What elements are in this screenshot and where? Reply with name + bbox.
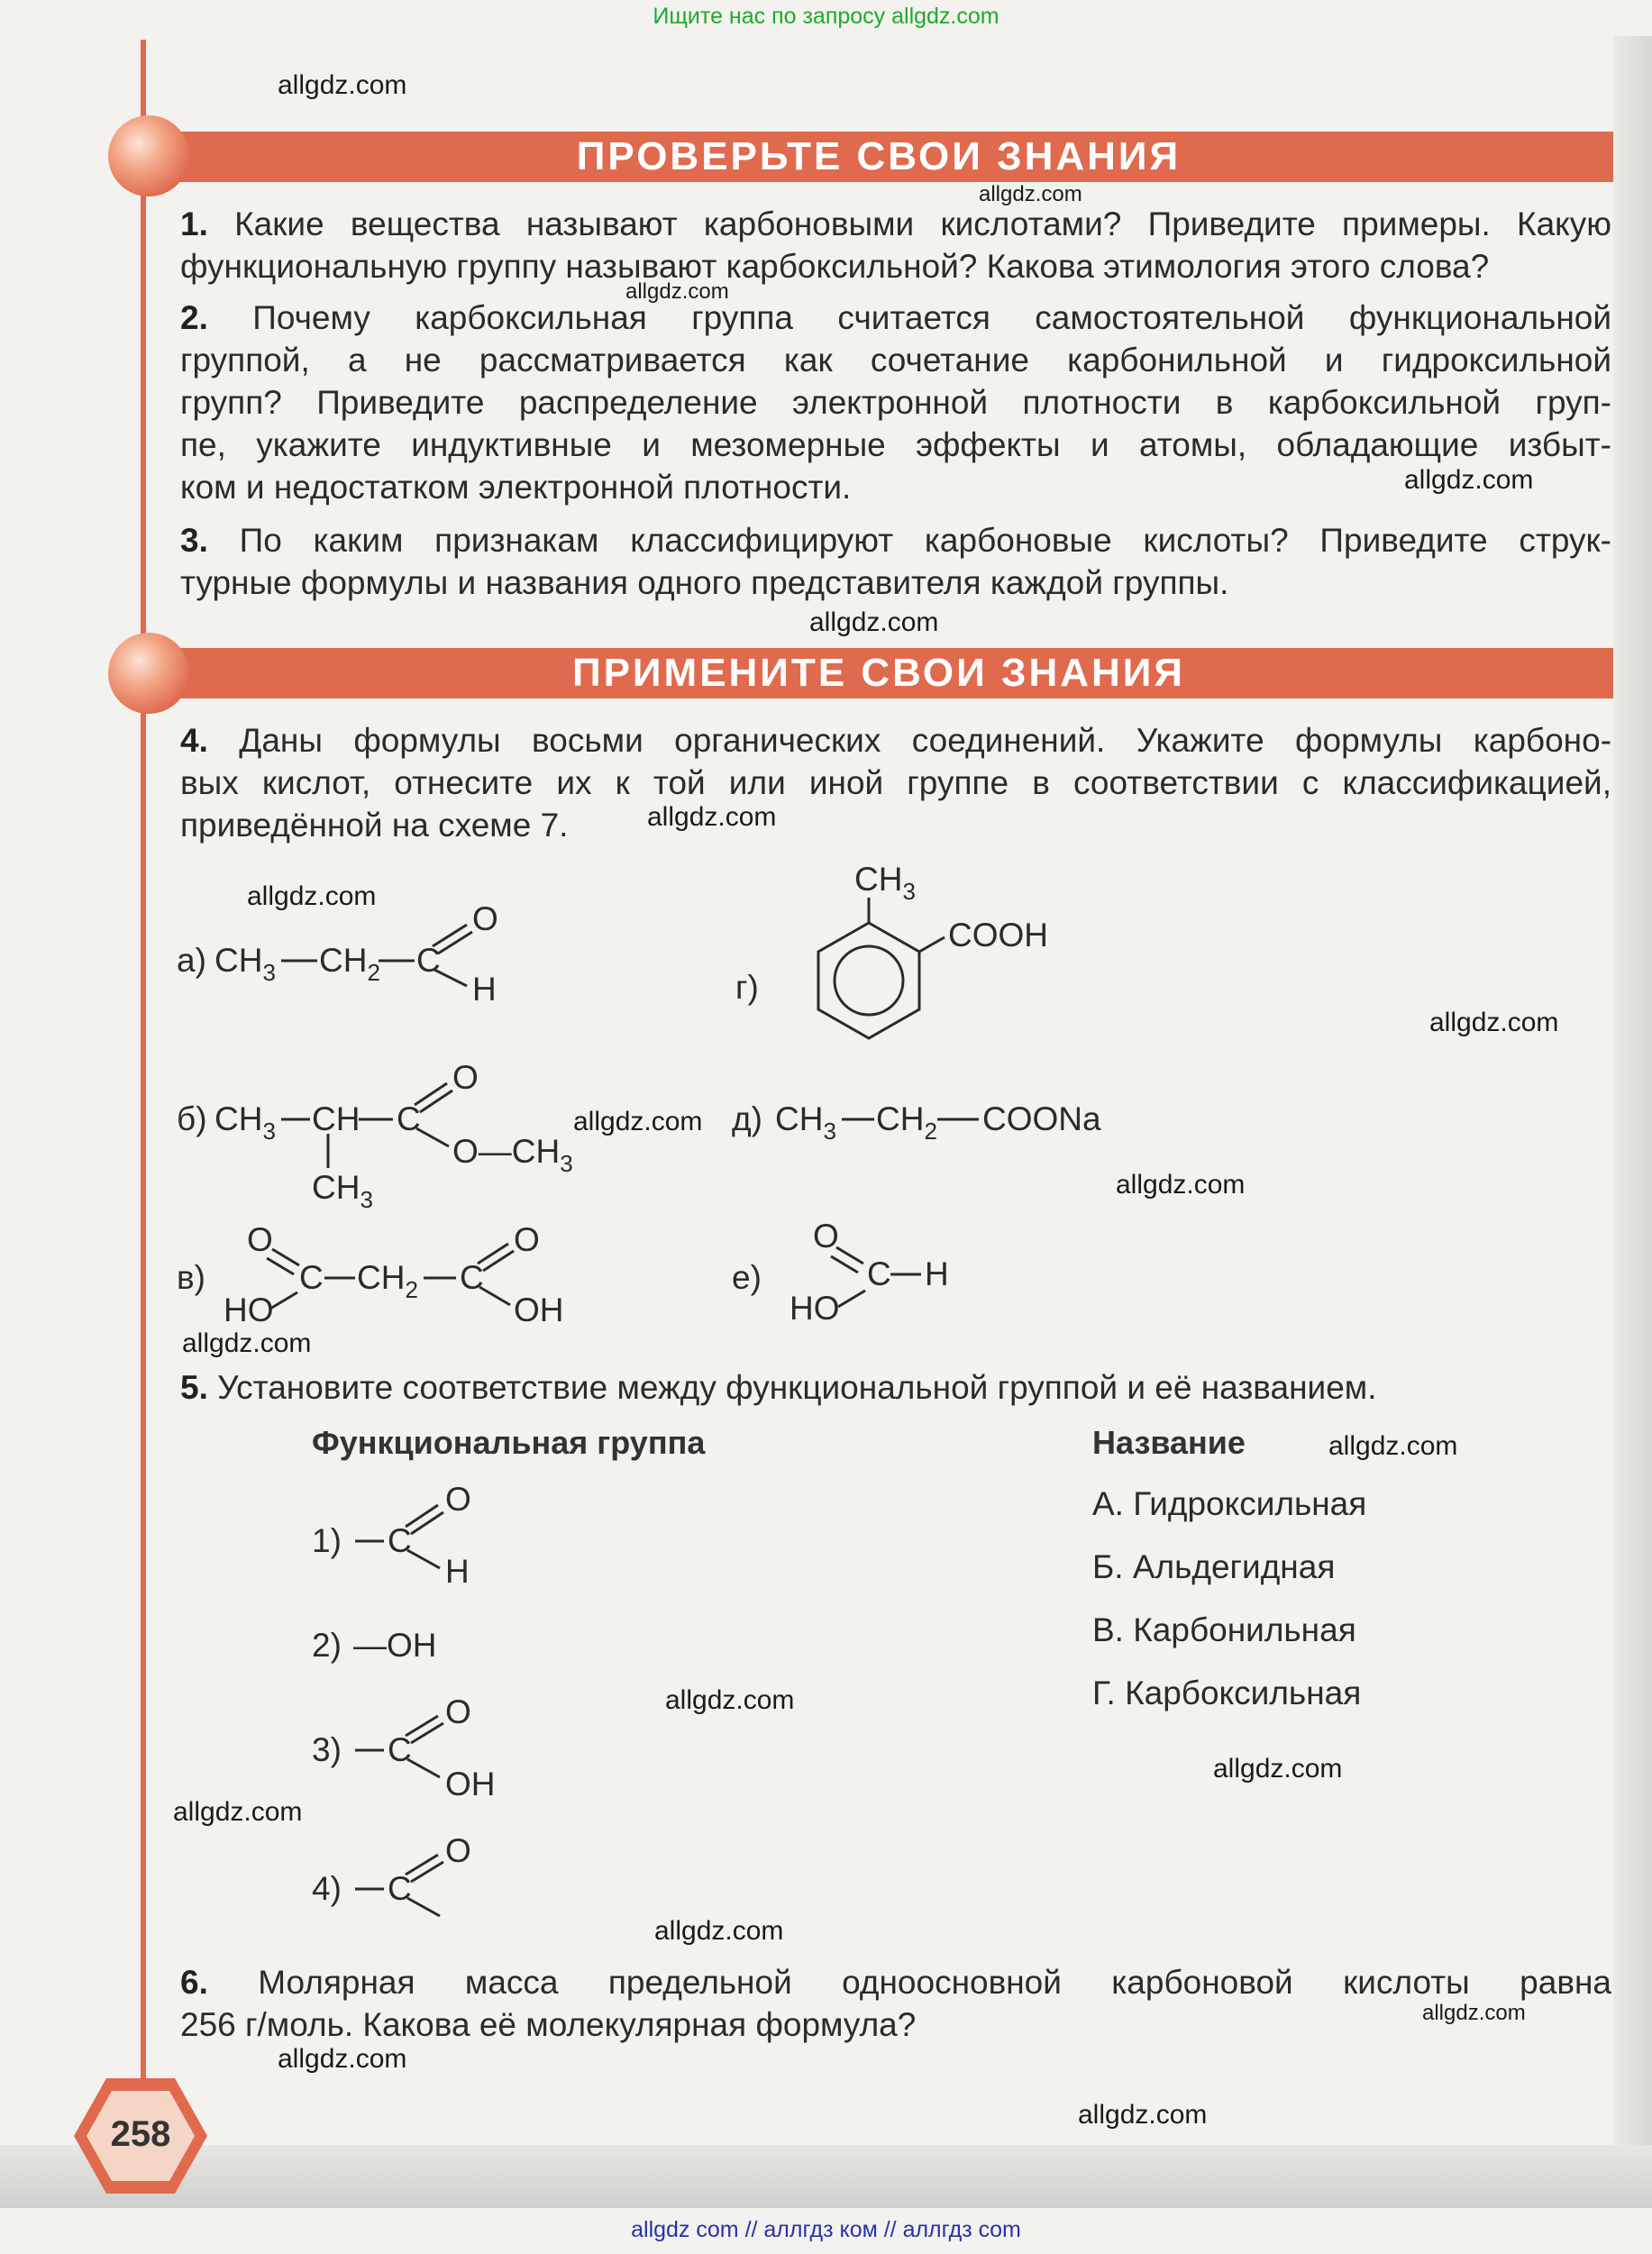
column-header-name: Название (1092, 1424, 1246, 1461)
page-number: 258 (110, 2114, 171, 2154)
bond-line (433, 925, 467, 946)
formula-b-ch3: $CH_3$ (214, 1100, 276, 1145)
question-5-number: 5. (180, 1369, 208, 1406)
watermark: allgdz.com (1213, 1754, 1343, 1784)
formula-e-ho: HO (789, 1290, 840, 1327)
bond-line (438, 932, 472, 954)
bond-line (406, 1716, 438, 1736)
group-1-c: C (388, 1522, 412, 1559)
formula-d-label: д) (732, 1100, 762, 1137)
group-1-h: H (445, 1553, 470, 1590)
question-2-line: группой, а не рассматривается как сочетание карбонильной и гидроксильной (180, 342, 1611, 379)
formula-b-branch-ch3: $CH_3$ (312, 1169, 373, 1213)
group-1-label: 1) (312, 1522, 342, 1559)
formula-a-ch3: $CH_3$ (214, 942, 276, 986)
formula-b-och3: $O—CH_3$ (452, 1133, 573, 1177)
question-1-line: функциональную группу называют карбоксильной? Какова этимология этого слова? (180, 248, 1490, 285)
formula-v-c1: C (299, 1259, 324, 1296)
bond-line (411, 1512, 443, 1534)
bond-line (415, 1083, 447, 1105)
bond-line (478, 1244, 508, 1264)
group-3-oh: OH (445, 1766, 496, 1802)
question-2-line: ком и недостатком электронной плотности. (180, 469, 852, 506)
watermark: allgdz.com (1328, 1431, 1458, 1461)
benzene-ring-circle (835, 946, 903, 1015)
question-1-number: 1. (180, 205, 208, 242)
group-3-o: O (445, 1693, 471, 1730)
formula-a-h: H (472, 971, 497, 1008)
formula-e-h: H (925, 1255, 949, 1292)
formula-v-ho: HO (224, 1291, 274, 1328)
watermark: allgdz.com (1422, 2001, 1526, 2025)
question-2-line: пе, укажите индуктивные и мезомерные эффекты и атомы, обладающие избыт- (180, 426, 1611, 463)
watermark: allgdz.com (1116, 1170, 1246, 1200)
watermark: allgdz.com (1078, 2100, 1208, 2130)
formula-v-o1: O (247, 1221, 273, 1258)
question-6-number: 6. (180, 1964, 208, 2001)
question-3-line: По каким признакам классифицируют карбоновые кислоты? Приведите струк- (239, 522, 1612, 559)
bond-line (411, 1862, 443, 1882)
watermark: allgdz.com (278, 2044, 407, 2074)
bond-line (270, 1292, 297, 1309)
question-5-text: Установите соответствие между функциональной группой и её названием. (217, 1369, 1377, 1406)
question-2-line: групп? Приведите распределение электронной плотности в карбоксильной груп- (180, 384, 1611, 421)
bond-line (407, 1759, 440, 1777)
watermark: allgdz.com (625, 279, 729, 304)
top-banner[interactable]: Ищите нас по запросу allgdz.com (653, 4, 999, 29)
question-1-line: Какие вещества называют карбоновыми кислотами? Приведите примеры. Какую (234, 205, 1612, 242)
bond-line (406, 1855, 438, 1875)
formula-v-ch2: $CH_2$ (357, 1259, 418, 1303)
bond-line (406, 1505, 438, 1527)
formula-a-label: а) (177, 942, 206, 979)
watermark: allgdz.com (182, 1328, 312, 1358)
formula-e-label: е) (732, 1259, 762, 1296)
question-5 (180, 1366, 1611, 1409)
watermark: allgdz.com (278, 70, 407, 100)
formula-v-c2: C (460, 1259, 484, 1296)
watermark: allgdz.com (654, 1916, 784, 1946)
formula-a-ch2: $CH_2$ (319, 942, 380, 986)
question-4-line: приведённой на схеме 7. (180, 807, 569, 844)
watermark: allgdz.com (1429, 1008, 1559, 1037)
watermark: allgdz.com (665, 1685, 795, 1715)
formula-a-o: O (472, 900, 498, 937)
formula-d-coona: COONa (982, 1100, 1101, 1137)
group-1-o: O (445, 1481, 471, 1518)
section-title-check: ПРОВЕРЬТЕ СВОИ ЗНАНИЯ (576, 134, 1182, 178)
bond-line (838, 1291, 865, 1307)
bond-line (479, 1287, 510, 1305)
name-option: А. Гидроксильная (1092, 1485, 1367, 1522)
bottom-banner[interactable]: allgdz com // аллгдз ком // аллгдз com (631, 2217, 1021, 2242)
formula-e-o: O (813, 1218, 839, 1255)
question-3-line: турные формулы и названия одного представителя каждой группы. (180, 564, 1229, 601)
question-4-line: Даны формулы восьми органических соединений. Укажите формулы карбоно- (239, 722, 1612, 759)
bond-line (407, 1550, 440, 1568)
watermark: allgdz.com (809, 607, 939, 637)
formula-d-ch2: $CH_2$ (876, 1100, 937, 1145)
watermark: allgdz.com (647, 802, 777, 832)
question-3-number: 3. (180, 522, 208, 559)
bond-line (407, 1898, 440, 1916)
bond-line (416, 1128, 449, 1146)
question-2-line: Почему карбоксильная группа считается самостоятельной функциональной (252, 299, 1611, 336)
formula-g-label: г) (735, 969, 759, 1006)
group-3-label: 3) (312, 1731, 342, 1768)
section-title-apply: ПРИМЕНИТЕ СВОИ ЗНАНИЯ (571, 651, 1186, 695)
group-2-label: 2) (312, 1627, 342, 1664)
formula-v-label: в) (177, 1259, 205, 1296)
bond-line (420, 1090, 452, 1112)
column-header-group: Функциональная группа (312, 1424, 706, 1461)
name-option: Б. Альдегидная (1092, 1548, 1336, 1585)
name-option: Г. Карбоксильная (1092, 1675, 1362, 1711)
formula-b-ch: CH (312, 1100, 361, 1137)
watermark: allgdz.com (247, 881, 377, 911)
question-6-line: 256 г/моль. Какова её молекулярная формула? (180, 2006, 917, 2043)
group-4-o: O (445, 1832, 471, 1869)
formula-b-label: б) (177, 1100, 207, 1137)
formula-v-oh: OH (514, 1291, 564, 1328)
question-4-line: вых кислот, отнесите их к той или иной группе в соответствии с классификацией, (180, 764, 1611, 801)
formula-b-c: C (397, 1100, 421, 1137)
group-4-c: C (388, 1870, 412, 1907)
watermark: allgdz.com (173, 1797, 303, 1827)
bond-line (483, 1251, 514, 1271)
question-2-number: 2. (180, 299, 208, 336)
question-6 (180, 1961, 1611, 2046)
name-option: В. Карбонильная (1092, 1611, 1356, 1648)
formula-g-cooh: COOH (948, 917, 1048, 954)
formula-e-c: C (867, 1255, 891, 1292)
group-3-c: C (388, 1731, 412, 1768)
watermark: allgdz.com (979, 182, 1082, 206)
question-6-line: Молярная масса предельной одноосновной карбоновой кислоты равна (258, 1964, 1611, 2001)
formula-b-o: O (452, 1059, 479, 1096)
formula-a-c: C (416, 942, 441, 979)
watermark: allgdz.com (1404, 465, 1534, 495)
bond-line (411, 1723, 443, 1743)
formula-d-ch3: $CH_3$ (775, 1100, 836, 1145)
group-2-oh: —OH (353, 1627, 437, 1664)
bond-line (919, 937, 945, 952)
question-4-number: 4. (180, 722, 208, 759)
watermark: allgdz.com (573, 1107, 703, 1136)
group-4-label: 4) (312, 1870, 342, 1907)
formula-g-ch3: $CH_3$ (854, 861, 916, 905)
formula-v-o2: O (514, 1221, 540, 1258)
